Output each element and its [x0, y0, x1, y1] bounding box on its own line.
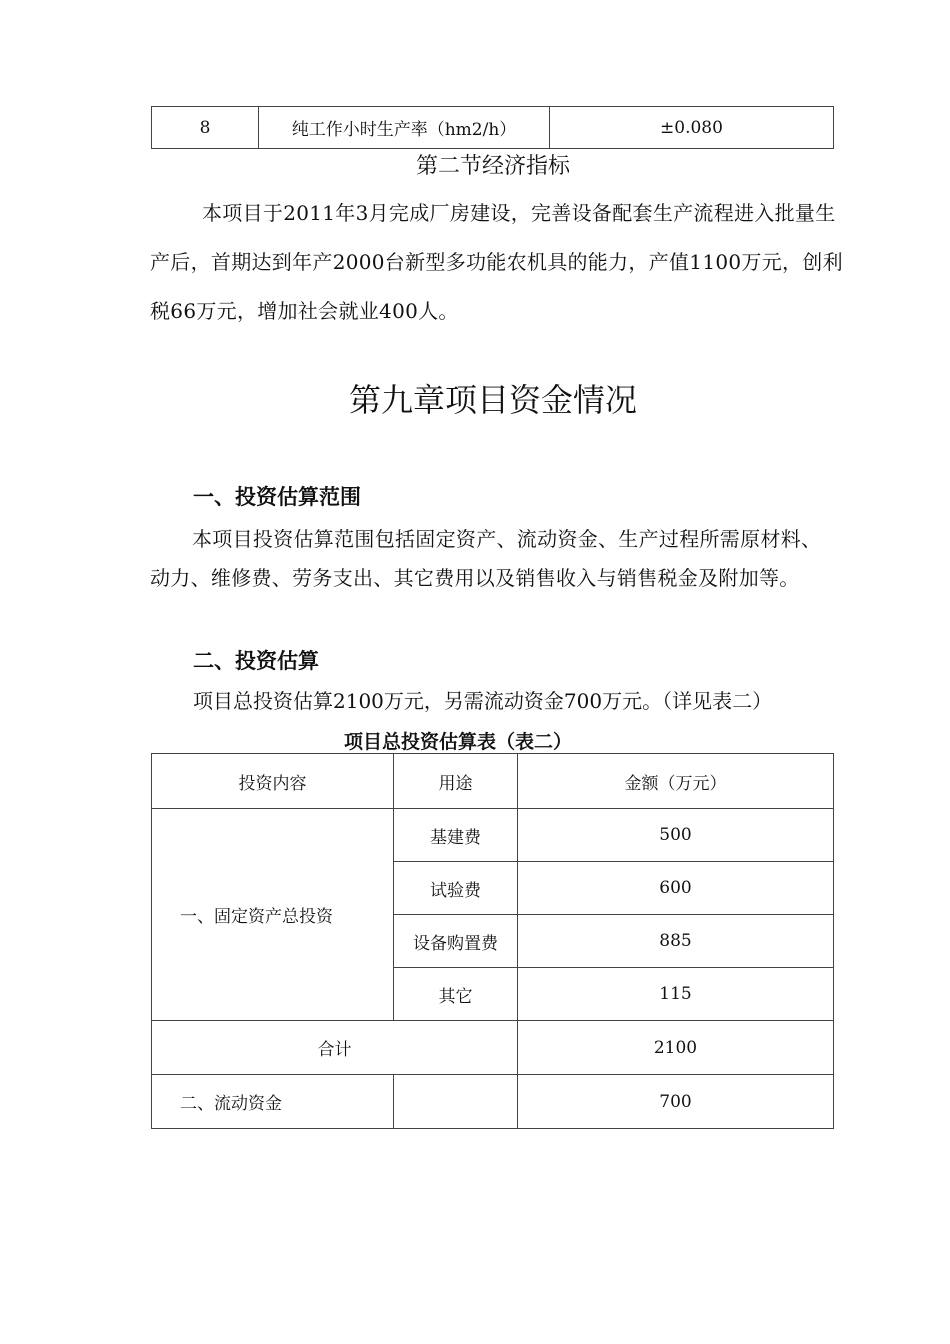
- working-capital-amount: 700: [518, 1075, 834, 1129]
- table-caption: 项目总投资估算表（表二）: [343, 731, 572, 753]
- investment-scope-paragraph: 本项目投资估算范围包括固定资产、流动资金、生产过程所需原材料、动力、维修费、劳务支出、其它费用以及销售收入与销售税金及附加等。: [150, 527, 822, 590]
- subtotal-amount: 2100: [518, 1021, 834, 1075]
- top-table: [151, 106, 834, 149]
- row-amount: 500: [518, 809, 834, 862]
- row-amount: 885: [518, 915, 834, 968]
- header-amount: 金额（万元）: [518, 754, 834, 809]
- chapter-title: 第九章项目资金情况: [348, 381, 637, 419]
- subtotal-label: 合计: [152, 1021, 518, 1075]
- table-row: [152, 809, 834, 862]
- working-capital-use: [394, 1075, 518, 1129]
- row-amount: 600: [518, 862, 834, 915]
- row-amount: 115: [518, 968, 834, 1021]
- row-use: 试验费: [394, 862, 518, 915]
- section-title: 第二节经济指标: [415, 154, 570, 179]
- working-capital-label: 二、流动资金: [152, 1075, 394, 1129]
- table-row: [152, 107, 834, 149]
- investment-table: [151, 753, 834, 1129]
- economic-indicators-paragraph: 本项目于2011年3月完成厂房建设，完善设备配套生产流程进入批量生产后，首期达到年产2000台新型多功能农机具的能力，产值1100万元，创利税66万元，增加社会就业400人。: [150, 201, 843, 323]
- working-capital-row: [152, 1075, 834, 1129]
- investment-estimate-paragraph: 项目总投资估算2100万元，另需流动资金700万元。（详见表二）: [193, 689, 773, 713]
- row-use: 其它: [394, 968, 518, 1021]
- investment-scope-heading: 一、投资估算范围: [193, 485, 361, 509]
- table-header-row: [152, 754, 834, 809]
- header-use: 用途: [394, 754, 518, 809]
- row-use: 基建费: [394, 809, 518, 862]
- investment-estimate-heading: 二、投资估算: [193, 649, 319, 673]
- subtotal-row: [152, 1021, 834, 1075]
- fixed-assets-label: 一、固定资产总投资: [152, 809, 394, 1021]
- row-value: ±0.080: [550, 107, 834, 149]
- row-item: 纯工作小时生产率（hm2/h）: [259, 107, 550, 149]
- header-content: 投资内容: [152, 754, 394, 809]
- row-index: 8: [152, 107, 259, 149]
- row-use: 设备购置费: [394, 915, 518, 968]
